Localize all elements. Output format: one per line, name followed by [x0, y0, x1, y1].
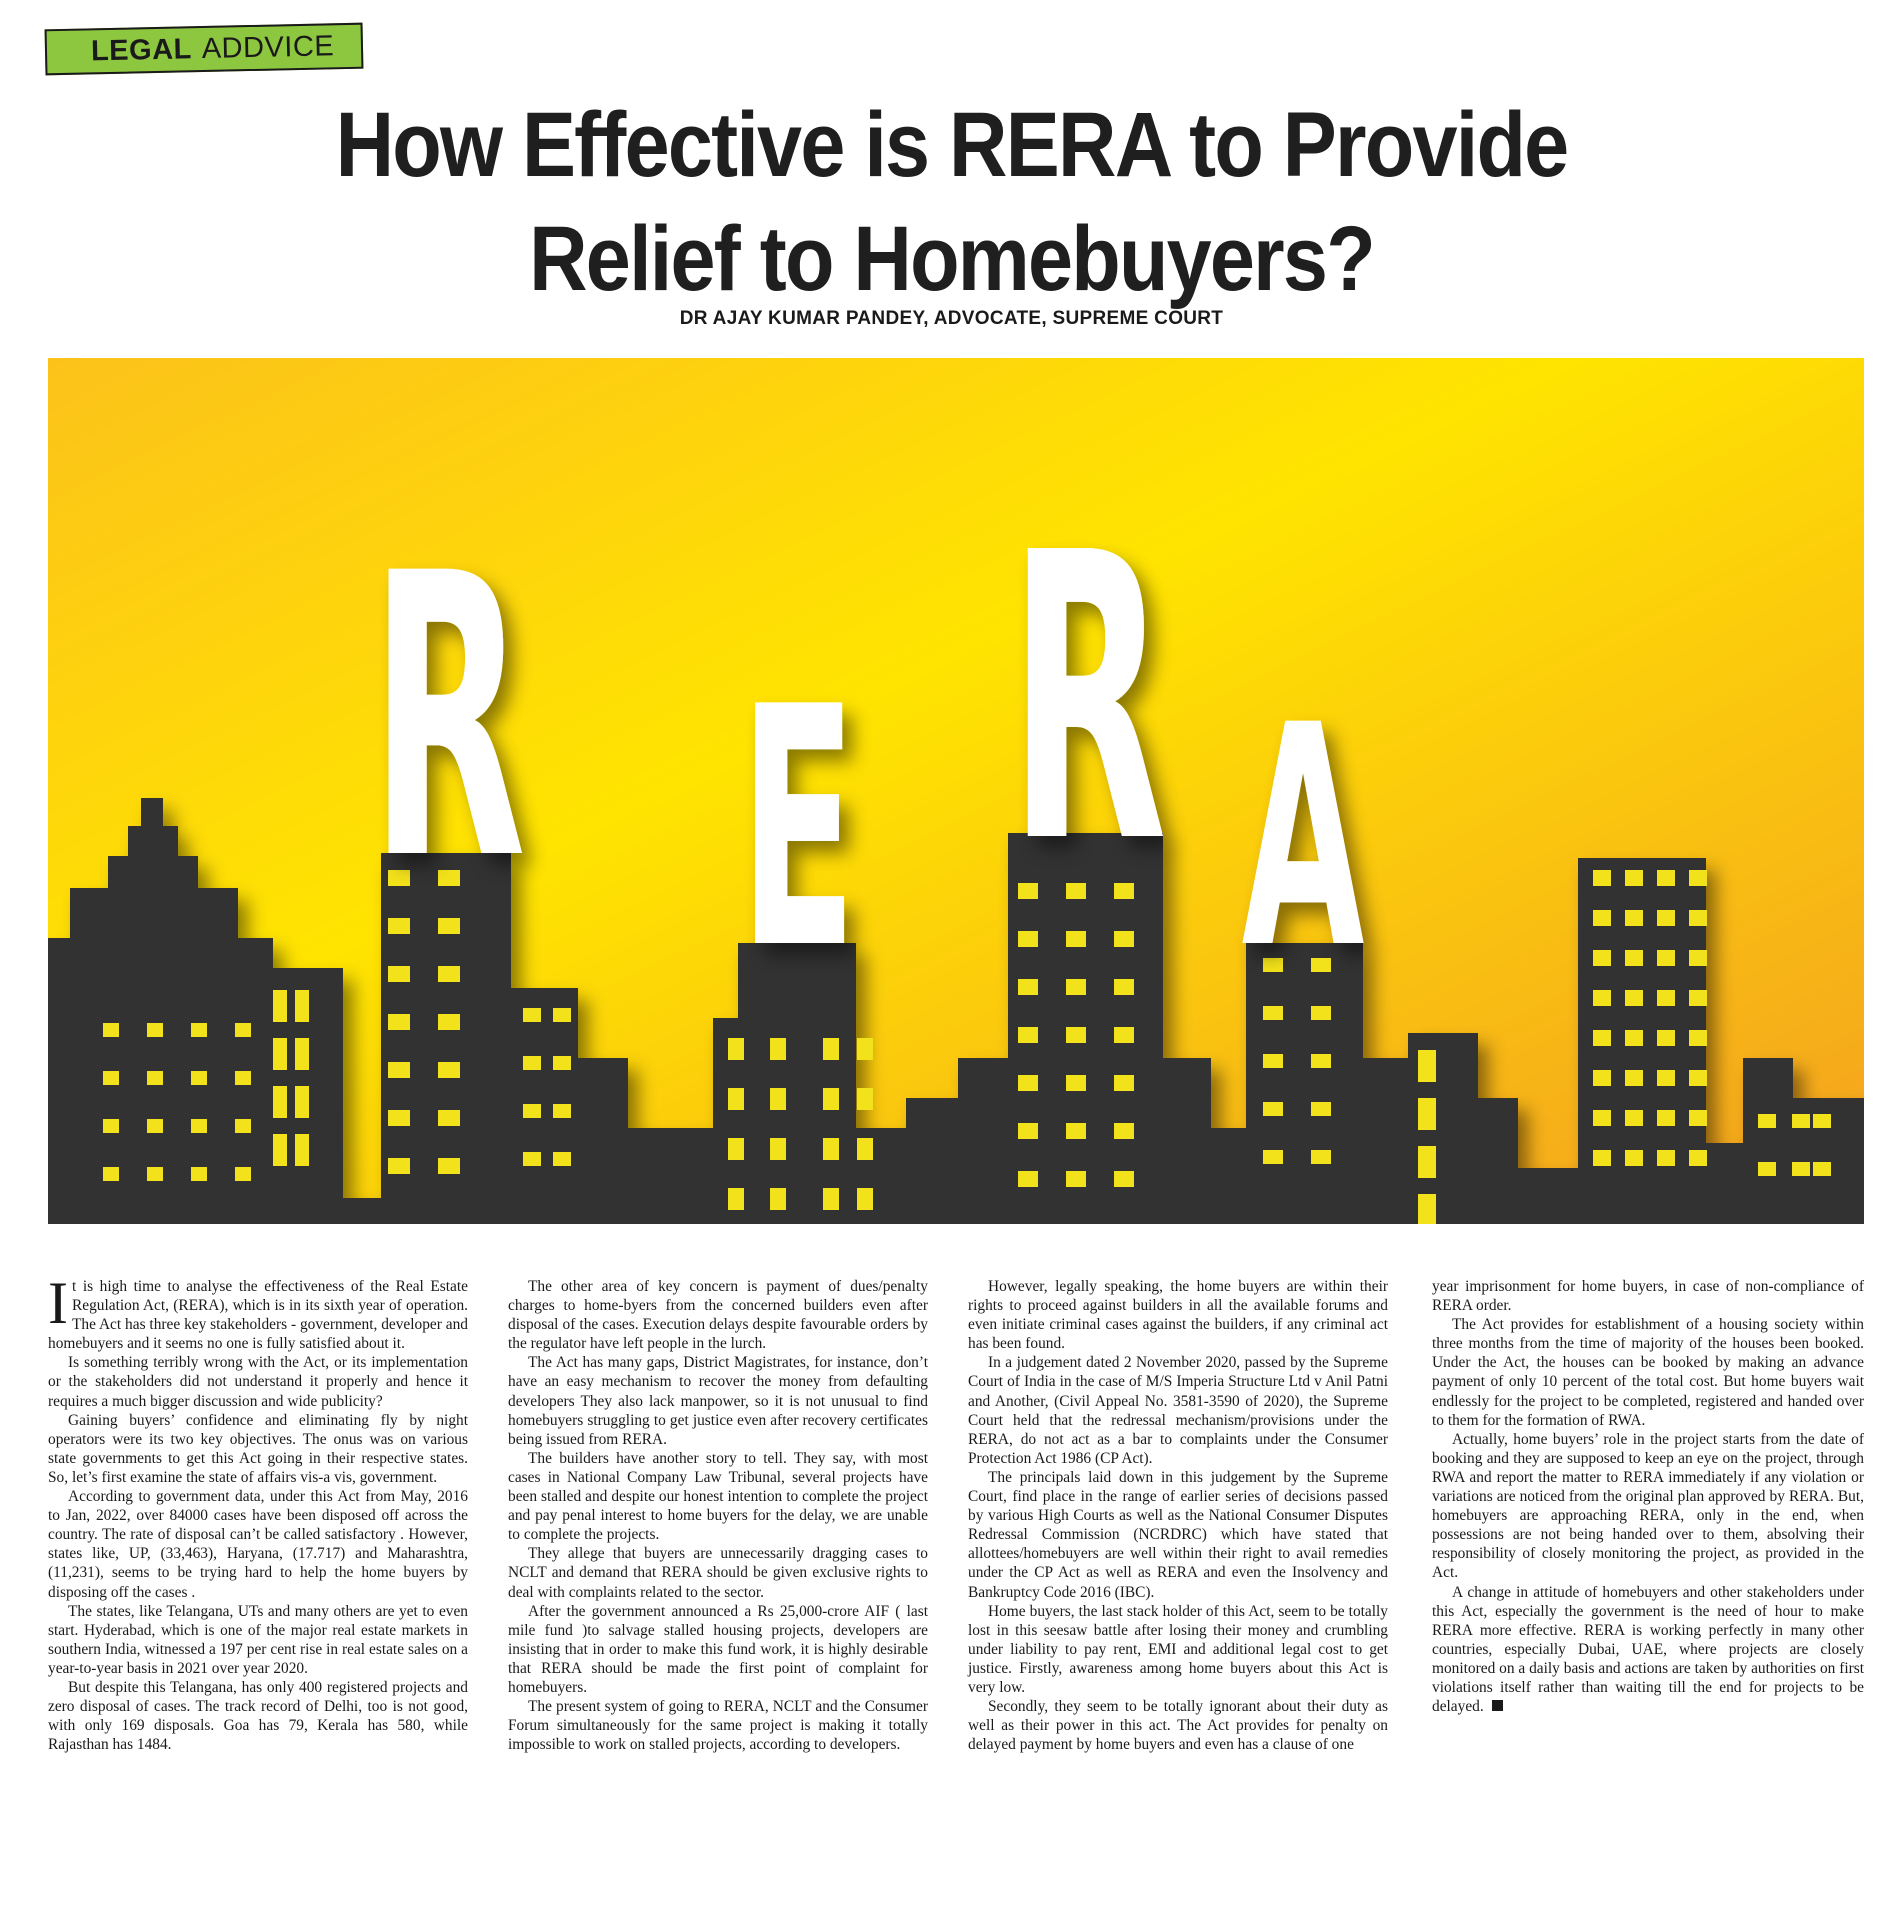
building — [141, 798, 163, 1224]
window — [770, 1138, 786, 1160]
building — [48, 1198, 1864, 1224]
article-column-1 — [48, 1270, 468, 1754]
window — [1792, 1162, 1810, 1176]
article-paragraph: The states, like Telangana, UTs and many others are yet to even start. Hyderabad, which is one of the major real estate markets in southern India, witnessed a 197 per cent rise in real estate sales on a year-to-year basis in 2021 over year 2020. — [48, 1602, 468, 1677]
window — [770, 1038, 786, 1060]
window — [1813, 1114, 1831, 1128]
window — [1418, 1194, 1436, 1224]
window — [1263, 1150, 1283, 1164]
window — [823, 1038, 839, 1060]
window — [1689, 870, 1707, 886]
window — [295, 990, 309, 1022]
article-paragraph: Secondly, they seem to be totally ignorant about their duty as well as their power in this act. The Act provides for penalty on delayed payment by home buyers and even has a clause of one — [968, 1698, 1388, 1754]
window — [823, 1188, 839, 1210]
window — [1066, 979, 1086, 995]
window — [438, 1014, 460, 1030]
window — [728, 1088, 744, 1110]
window — [857, 1088, 873, 1110]
window — [1418, 1050, 1436, 1082]
window — [273, 1086, 287, 1118]
window — [1114, 1123, 1134, 1139]
window — [523, 1152, 541, 1166]
window — [103, 1167, 119, 1181]
article-paragraph: year imprisonment for home buyers, in case of non-compliance of RERA order. — [1432, 1278, 1864, 1315]
article-paragraph: In a judgement dated 2 November 2020, passed by the Supreme Court of India in the case of M/S Imperia Structure Ltd v Anil Patni and Another, (Civil Appeal No. 3581-3590 of 2020), the Supreme Court held that the redressal mechanism/provisions under the RERA, do not act as a bar to complaints under the Consumer Protection Act 1986 (CP Act). — [968, 1354, 1388, 1467]
article-column-3 — [968, 1277, 1388, 1754]
window — [523, 1056, 541, 1070]
window — [770, 1088, 786, 1110]
window — [1066, 931, 1086, 947]
window — [728, 1188, 744, 1210]
article-body — [48, 1270, 1864, 1877]
window — [1311, 1102, 1331, 1116]
article-paragraph: A change in attitude of homebuyers and other stakeholders under this Act, especially the government is the need of hour to make RERA more effective. RERA is working perfectly in many other countries, especially Dubai, UAE, where projects are closely monitored on a daily basis and actions are taken by authorities on first violations itself rather than waiting till the end for projects to be delayed. — [1432, 1583, 1864, 1716]
window — [857, 1138, 873, 1160]
article-paragraph: However, legally speaking, the home buyers are within their rights to proceed against builders in all the available forums and even initiate criminal cases against the builders, if any criminal act has been found. — [968, 1278, 1388, 1353]
window — [438, 1110, 460, 1126]
window — [1758, 1162, 1776, 1176]
window — [823, 1088, 839, 1110]
window — [1593, 1150, 1611, 1166]
window — [235, 1071, 251, 1085]
article-column-2 — [508, 1277, 928, 1754]
window — [388, 1062, 410, 1078]
window — [388, 1158, 410, 1174]
window — [438, 1158, 460, 1174]
rera-letter: R — [369, 491, 527, 946]
window — [147, 1167, 163, 1181]
window — [823, 1138, 839, 1160]
window — [1813, 1162, 1831, 1176]
window — [523, 1008, 541, 1022]
window — [1625, 1110, 1643, 1126]
window — [295, 1038, 309, 1070]
window — [857, 1188, 873, 1210]
window — [191, 1023, 207, 1037]
window — [1689, 990, 1707, 1006]
window — [857, 1038, 873, 1060]
window — [1689, 1110, 1707, 1126]
headline-line1: How Effective is RERA to Provide — [335, 94, 1568, 196]
window — [1689, 950, 1707, 966]
window — [1311, 1150, 1331, 1164]
window — [235, 1119, 251, 1133]
article-paragraph: According to government data, under this Act from May, 2016 to Jan, 2022, over 84000 cases have been disposed off across the country. The rate of disposal can’t be called satisfactory . However, states like, UP, (33,463), Haryana, (17.717) and Maharashtra, (11,231), seems to be trying hard to help the home buyers by disposing off the cases . — [48, 1488, 468, 1601]
window — [295, 1086, 309, 1118]
window — [103, 1023, 119, 1037]
window — [1625, 950, 1643, 966]
window — [1066, 1027, 1086, 1043]
window — [1018, 931, 1038, 947]
window — [1114, 979, 1134, 995]
headline-line2: Relief to Homebuyers? — [529, 208, 1374, 310]
window — [1593, 1070, 1611, 1086]
window — [1593, 1030, 1611, 1046]
window — [1418, 1098, 1436, 1130]
window — [1018, 1027, 1038, 1043]
window — [388, 1110, 410, 1126]
window — [523, 1104, 541, 1118]
window — [1625, 1150, 1643, 1166]
window — [1418, 1146, 1436, 1178]
window — [191, 1071, 207, 1085]
window — [1657, 1030, 1675, 1046]
window — [1593, 990, 1611, 1006]
window — [553, 1008, 571, 1022]
window — [1657, 990, 1675, 1006]
window — [147, 1119, 163, 1133]
end-of-article-mark — [1492, 1700, 1503, 1711]
building — [178, 888, 238, 1224]
rera-skyline-illustration — [48, 358, 1864, 1224]
window — [273, 1134, 287, 1166]
window — [1625, 910, 1643, 926]
window — [1689, 910, 1707, 926]
window — [1625, 870, 1643, 886]
article-paragraph: The principals laid down in this judgement by the Supreme Court, find place in the range of earlier series of decisions passed by various High Courts as well as the National Consumer Disputes Redressal Commission (NCRDRC) which have stated that allottees/homebuyers are well within their right to avail remedies under the CP Act as well as RERA and even the Insolvency and Bankruptcy Code 2016 (IBC). — [968, 1468, 1388, 1601]
window — [1657, 1110, 1675, 1126]
window — [728, 1038, 744, 1060]
window — [295, 1134, 309, 1166]
window — [1625, 1070, 1643, 1086]
window — [1263, 1054, 1283, 1068]
window — [770, 1188, 786, 1210]
article-paragraph: It is high time to analyse the effectiveness of the Real Estate Regulation Act, (RERA), which is in its sixth year of operation. The Act has three key stakeholders - government, developer and homebuyers and it seems no one is fully satisfied about it. — [48, 1270, 468, 1353]
window — [273, 990, 287, 1022]
window — [1657, 870, 1675, 886]
rera-letter: A — [1241, 660, 1365, 1016]
byline: DR AJAY KUMAR PANDEY, ADVOCATE, SUPREME COURT — [679, 308, 1224, 329]
article-paragraph: Is something terribly wrong with the Act, or its implementation or the stakeholders did not understand it properly and hence it requires a much bigger discussion and wide publicity? — [48, 1354, 468, 1410]
window — [1657, 910, 1675, 926]
window — [103, 1119, 119, 1133]
window — [191, 1119, 207, 1133]
window — [1657, 1070, 1675, 1086]
window — [1689, 1070, 1707, 1086]
article-paragraph: They allege that buyers are unnecessarily dragging cases to NCLT and demand that RERA should be given exclusive rights to deal with complaints related to the sector. — [508, 1545, 928, 1601]
rera-letter: E — [739, 638, 857, 1023]
article-paragraph: The builders have another story to tell. They say, with most cases in National Company Law Tribunal, several projects have been stalled and despite our honest intention to complete the project and pay penal interest to home buyers for the delay, we are unable to complete the projects. — [508, 1449, 928, 1544]
article-column-4 — [1432, 1277, 1864, 1716]
window — [1114, 1027, 1134, 1043]
window — [235, 1023, 251, 1037]
window — [1018, 979, 1038, 995]
window — [1018, 1075, 1038, 1091]
article-paragraph: Actually, home buyers’ role in the project starts from the date of booking and they are supposed to keep an eye on the project, through RWA and report the matter to RERA immediately if any violation or variations are noticed from the original plan approved by RERA. But, homebuyers are approaching RERA, only in the end, when possessions are not being handed over to them, absolving their responsibility of closely monitoring the project, as provided in the Act. — [1432, 1430, 1864, 1582]
window — [1066, 1123, 1086, 1139]
window — [235, 1167, 251, 1181]
section-tag — [45, 23, 364, 76]
rera-letter: R — [1008, 470, 1168, 931]
headline — [114, 88, 1789, 316]
window — [191, 1167, 207, 1181]
window — [103, 1071, 119, 1085]
article-paragraph: Home buyers, the last stack holder of this Act, seem to be totally lost in this seesaw battle after losing their money and crumbling under liability to pay rent, EMI and additional legal cost to get justice. Firstly, awareness among home buyers about this Act is very low. — [968, 1602, 1388, 1696]
window — [1625, 1030, 1643, 1046]
window — [553, 1152, 571, 1166]
section-tag-word2: ADDVICE — [201, 29, 335, 65]
window — [1114, 931, 1134, 947]
article-paragraph: The other area of key concern is payment of dues/penalty charges to home-byers from the concerned builders even after disposal of the cases. Execution delays despite favourable orders by the regulator have left people in the lurch. — [508, 1278, 928, 1353]
window — [1689, 1030, 1707, 1046]
article-paragraph: After the government announced a Rs 25,000-crore AIF ( last mile fund )to salvage stalled housing projects, developers are insisting that in order to make this fund work, it is highly desirable that RERA should be made the first point of complaint for homebuyers. — [508, 1602, 928, 1696]
window — [147, 1071, 163, 1085]
window — [388, 1014, 410, 1030]
article-paragraph: But despite this Telangana, has only 400 registered projects and zero disposal of cases. The track record of Delhi, too is not good, with only 169 disposals. Goa has 79, Kerala has 580, while Rajasthan has 1484. — [48, 1678, 468, 1754]
window — [273, 1038, 287, 1070]
window — [147, 1023, 163, 1037]
window — [1066, 1075, 1086, 1091]
window — [553, 1056, 571, 1070]
article-paragraph: The Act has many gaps, District Magistrates, for instance, don’t have an easy mechanism to recover the money from defaulting developers They also lack manpower, so it is not unusual to find homebuyers struggling to get justice even after recovery certificates being issued from RERA. — [508, 1354, 928, 1448]
window — [438, 966, 460, 982]
article-paragraph: The present system of going to RERA, NCLT and the Consumer Forum simultaneously for the same project is making it totally impossible to work on stalled projects, according to developers. — [508, 1698, 928, 1754]
window — [1311, 1054, 1331, 1068]
window — [553, 1104, 571, 1118]
window — [1114, 1075, 1134, 1091]
window — [1657, 950, 1675, 966]
window — [438, 1062, 460, 1078]
window — [1018, 1171, 1038, 1187]
article-paragraph: Gaining buyers’ confidence and eliminating fly by night operators were its two key objectives. The onus was on various state governments to get this Act going in their respective states. So, let’s first examine the state of affairs vis-a vis, government. — [48, 1411, 468, 1486]
window — [1689, 1150, 1707, 1166]
window — [388, 966, 410, 982]
article-paragraph: The Act provides for establishment of a housing society within three months from the time of majority of the houses been booked. Under the Act, the houses can be booked by making an advance payment of only 10 percent of the total cost. But home buyers wait endlessly for the project to be completed, registered and handed over to them for the formation of RWA. — [1432, 1316, 1864, 1429]
window — [1593, 910, 1611, 926]
window — [1593, 1110, 1611, 1126]
window — [1066, 1171, 1086, 1187]
window — [1114, 1171, 1134, 1187]
window — [728, 1138, 744, 1160]
window — [1792, 1114, 1810, 1128]
window — [1593, 870, 1611, 886]
window — [1018, 1123, 1038, 1139]
window — [1593, 950, 1611, 966]
section-tag-word1: LEGAL — [90, 32, 193, 67]
window — [1625, 990, 1643, 1006]
window — [1758, 1114, 1776, 1128]
window — [1657, 1150, 1675, 1166]
dropcap: I — [48, 1270, 68, 1336]
window — [1263, 1102, 1283, 1116]
